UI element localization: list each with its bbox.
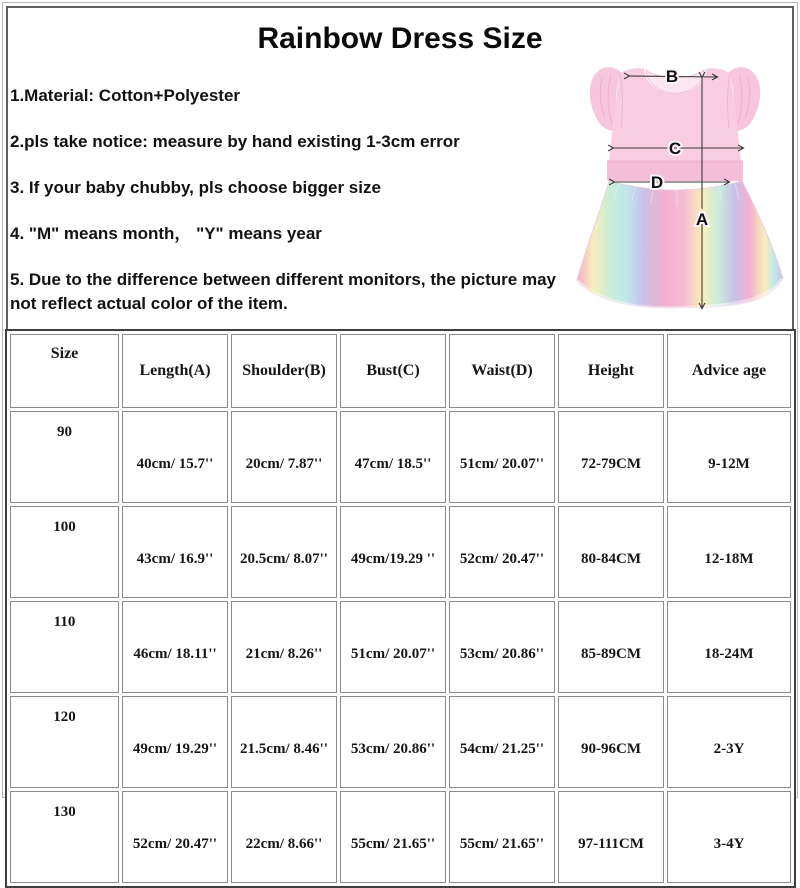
header-height: Height [558, 334, 664, 408]
note-measure-error: 2.pls take notice: measure by hand existing 1-3cm error [10, 132, 460, 151]
cell-shoulder: 20cm/ 7.87'' [231, 411, 337, 503]
cell-waist: 55cm/ 21.65'' [449, 791, 555, 883]
cell-height: 97-111CM [558, 791, 664, 883]
cell-shoulder: 21cm/ 8.26'' [231, 601, 337, 693]
note-monitor-color: 5. Due to the difference between different monitors, the picture may not reflect actual color of the item. [10, 270, 556, 313]
header-size: Size [10, 334, 119, 408]
label-waist-D: D [650, 173, 664, 192]
header-bust: Bust(C) [340, 334, 446, 408]
page-title: Rainbow Dress Size [257, 22, 543, 55]
note-bigger-size: 3. If your baby chubby, pls choose bigger size [10, 178, 381, 197]
header-length: Length(A) [122, 334, 228, 408]
label-shoulder-B: B [665, 67, 679, 86]
cell-length: 49cm/ 19.29'' [122, 696, 228, 788]
cell-bust: 53cm/ 20.86'' [340, 696, 446, 788]
cell-size: 120 [10, 696, 119, 788]
cell-height: 80-84CM [558, 506, 664, 598]
cell-size: 90 [10, 411, 119, 503]
cell-shoulder: 21.5cm/ 8.46'' [231, 696, 337, 788]
note-material: 1.Material: Cotton+Polyester [10, 86, 241, 105]
cell-height: 85-89CM [558, 601, 664, 693]
cell-shoulder: 20.5cm/ 8.07'' [231, 506, 337, 598]
table-row-size-100 [10, 506, 791, 598]
cell-waist: 53cm/ 20.86'' [449, 601, 555, 693]
cell-length: 43cm/ 16.9'' [122, 506, 228, 598]
cell-bust: 51cm/ 20.07'' [340, 601, 446, 693]
notes-list [10, 84, 580, 338]
cell-shoulder: 22cm/ 8.66'' [231, 791, 337, 883]
cell-waist: 52cm/ 20.47'' [449, 506, 555, 598]
cell-length: 40cm/ 15.7'' [122, 411, 228, 503]
dress-measurement-diagram [557, 50, 800, 325]
table-row-size-120 [10, 696, 791, 788]
cell-waist: 54cm/ 21.25'' [449, 696, 555, 788]
cell-height: 90-96CM [558, 696, 664, 788]
table-row-size-130 [10, 791, 791, 883]
table-header-row [10, 334, 791, 408]
header-advice-age: Advice age [667, 334, 791, 408]
waistband [607, 160, 743, 181]
cell-advice-age: 18-24M [667, 601, 791, 693]
cell-advice-age: 9-12M [667, 411, 791, 503]
cell-size: 100 [10, 506, 119, 598]
note-month-year: 4. "M" means month， "Y" means year [10, 224, 322, 243]
rainbow-tulle-skirt [577, 181, 783, 309]
cell-size: 110 [10, 601, 119, 693]
cell-bust: 47cm/ 18.5'' [340, 411, 446, 503]
cell-advice-age: 3-4Y [667, 791, 791, 883]
label-bust-C: C [668, 139, 682, 158]
dress-illustration [557, 50, 800, 325]
cell-waist: 51cm/ 20.07'' [449, 411, 555, 503]
cell-bust: 49cm/19.29 '' [340, 506, 446, 598]
header-waist: Waist(D) [449, 334, 555, 408]
cell-length: 52cm/ 20.47'' [122, 791, 228, 883]
cell-advice-age: 2-3Y [667, 696, 791, 788]
table-row-size-110 [10, 601, 791, 693]
cell-size: 130 [10, 791, 119, 883]
label-length-A: A [695, 210, 709, 229]
cell-advice-age: 12-18M [667, 506, 791, 598]
table-row-size-90 [10, 411, 791, 503]
cell-length: 46cm/ 18.11'' [122, 601, 228, 693]
size-table [5, 329, 796, 888]
cell-bust: 55cm/ 21.65'' [340, 791, 446, 883]
cell-height: 72-79CM [558, 411, 664, 503]
header-shoulder: Shoulder(B) [231, 334, 337, 408]
